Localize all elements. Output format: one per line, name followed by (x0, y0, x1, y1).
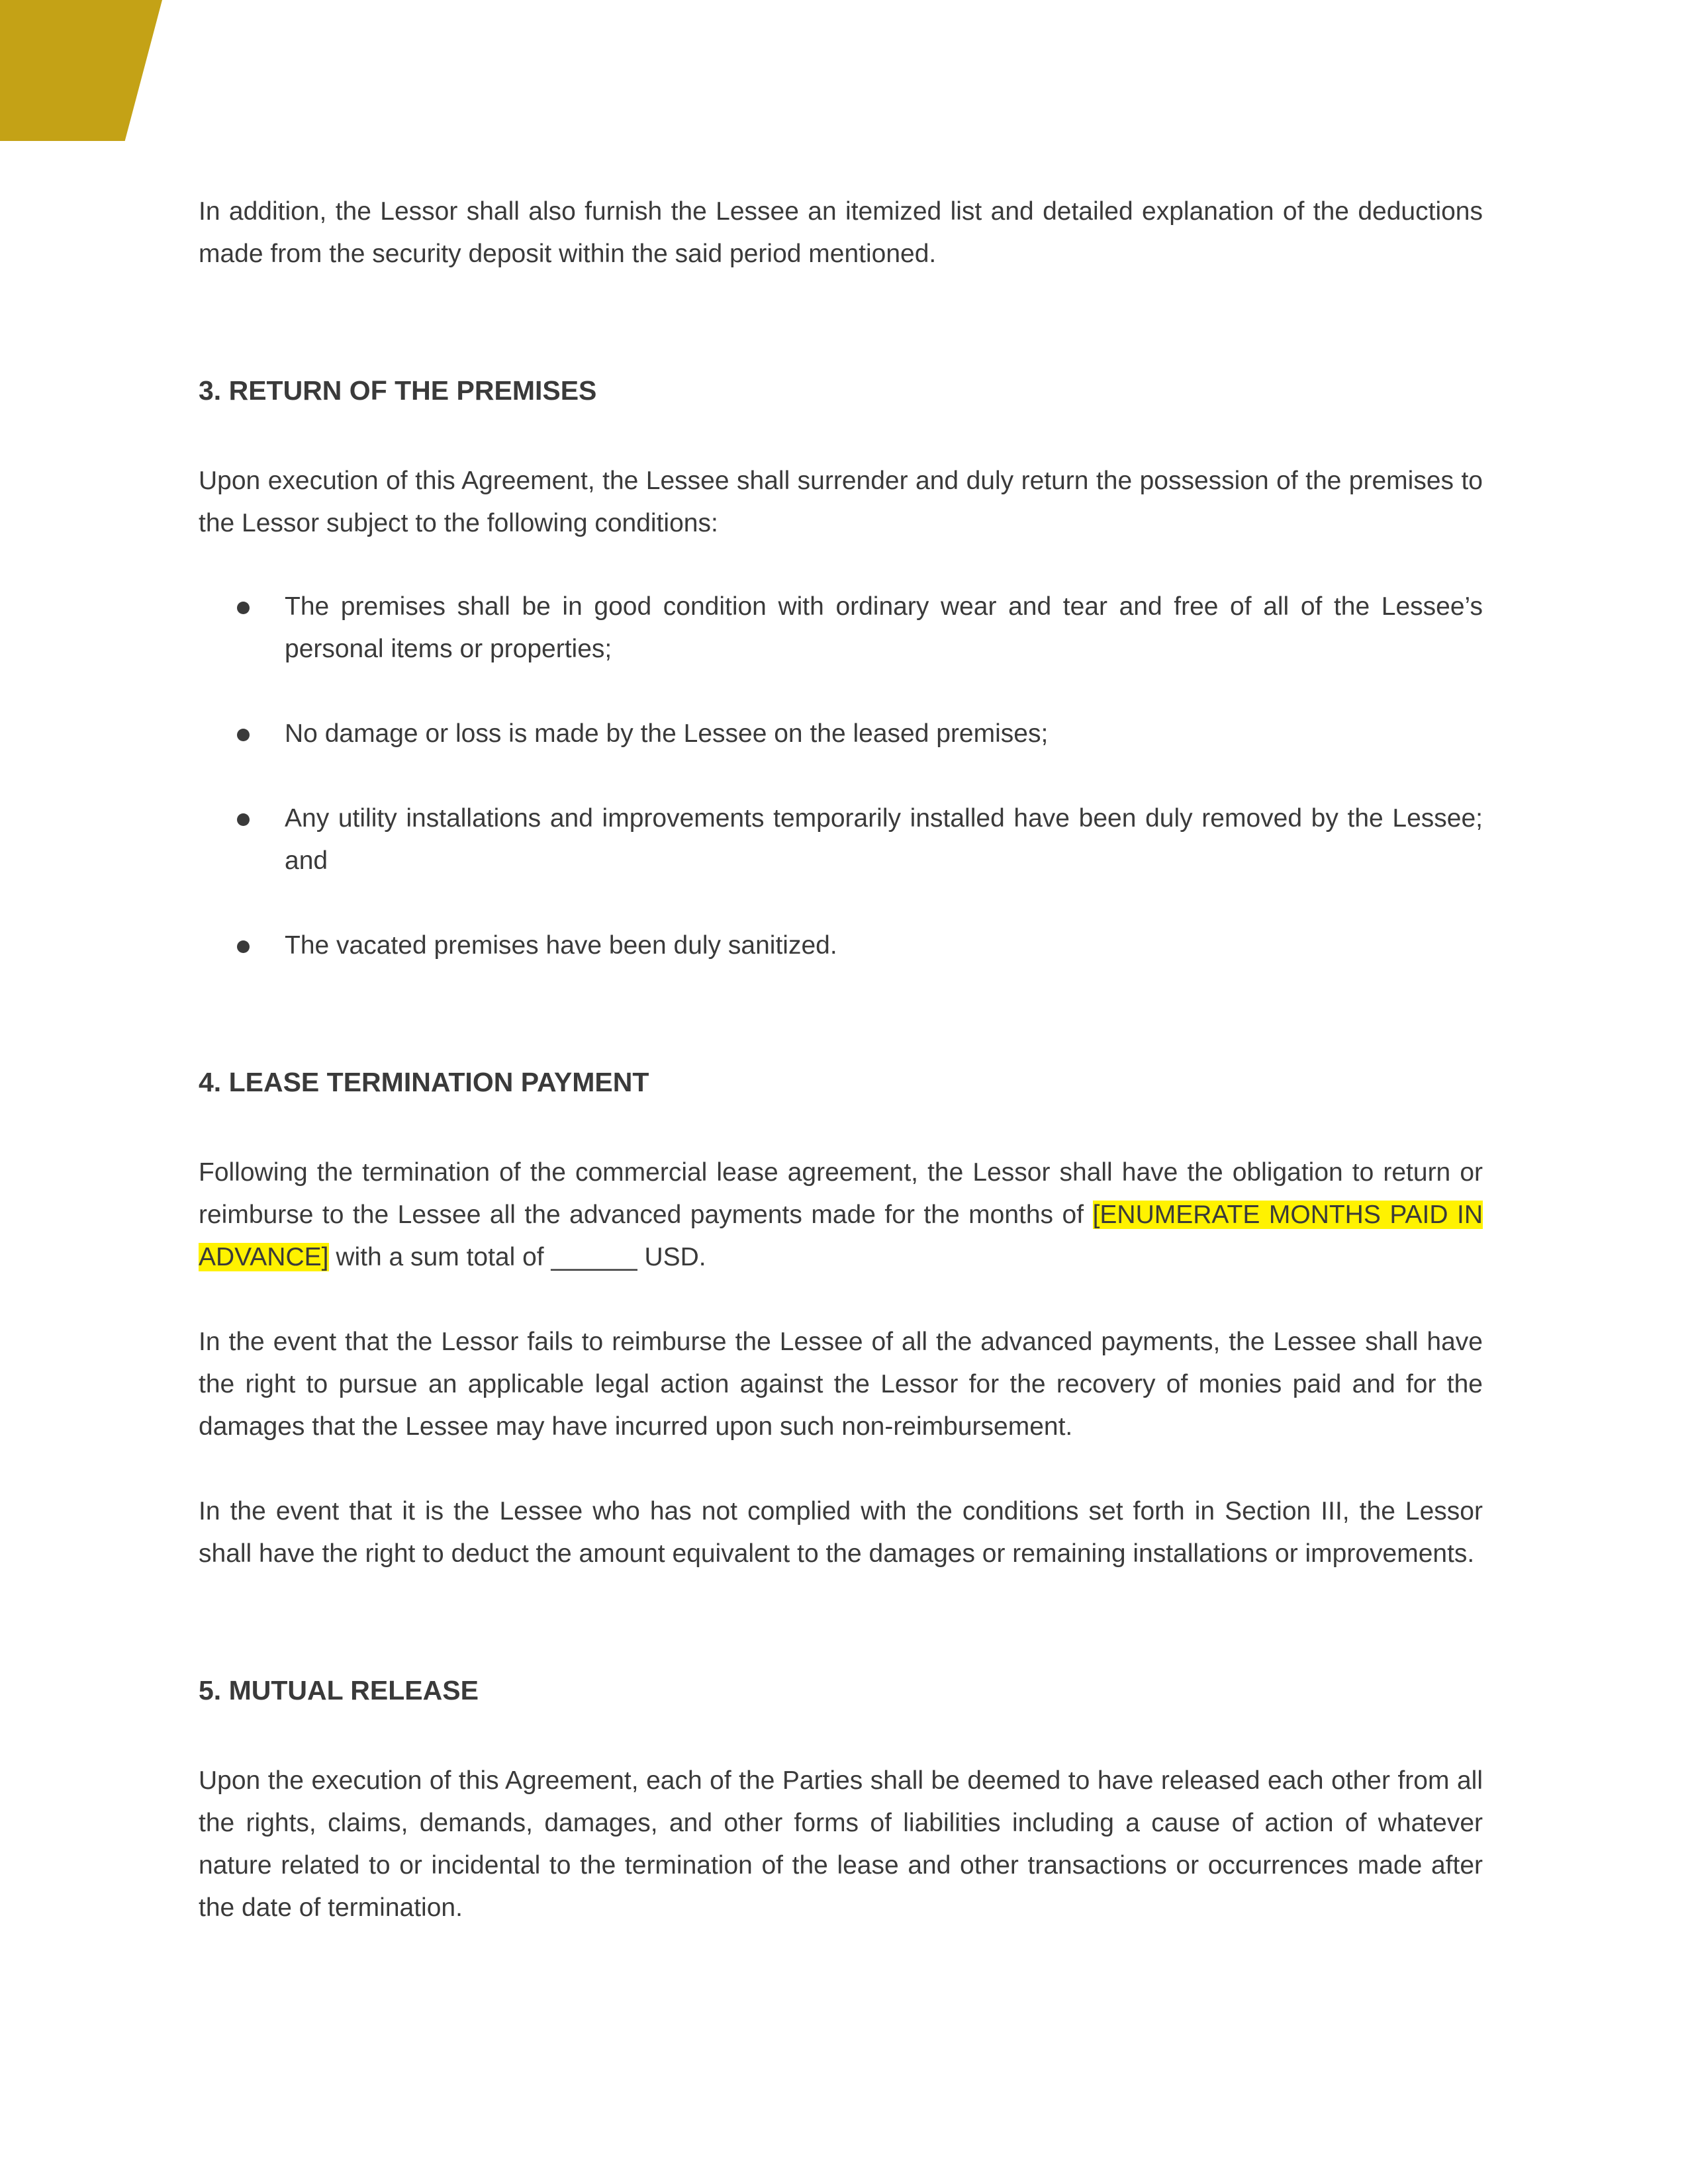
list-item (199, 713, 1483, 755)
list-item-text: No damage or loss is made by the Lessee on the leased premises; (285, 719, 1049, 748)
corner-decoration (0, 0, 162, 141)
bullet-icon (237, 729, 250, 741)
section-4-paragraph-3: In the event that it is the Lessee who has not complied with the conditions set forth in Section III, the Lessor shall have the right to deduct the amount equivalent to the damages or remaining installations or improvements. (199, 1497, 1483, 1568)
months-placeholder-highlight: [ENUMERATE MONTHS PAID IN ADVANCE] (199, 1201, 1483, 1271)
bullet-icon (237, 813, 250, 826)
list-item-text: The vacated premises have been duly sanitized. (285, 931, 837, 960)
list-item (199, 925, 1483, 967)
section-4-heading: 4. LEASE TERMINATION PAYMENT (199, 1067, 649, 1097)
bullet-icon (237, 602, 250, 614)
document-body (199, 191, 1483, 1929)
bullet-icon (237, 940, 250, 953)
section-4-p1-text-after: with a sum total of ______ USD. (328, 1243, 706, 1271)
section-5-paragraph: Upon the execution of this Agreement, each of the Parties shall be deemed to have released each other from all the rights, claims, demands, damages, and other forms of liabilities including a cause of action of whatever nature related to or incidental to the termination of the lease and other transactions or occurrences made after the date of termination. (199, 1766, 1483, 1922)
section-5-heading: 5. MUTUAL RELEASE (199, 1675, 479, 1706)
list-item-text: The premises shall be in good condition with ordinary wear and tear and free of all of the Lessee’s personal items or properties; (285, 592, 1483, 663)
list-item (199, 586, 1483, 670)
intro-paragraph: In addition, the Lessor shall also furnish the Lessee an itemized list and detailed explanation of the deductions made from the security deposit within the said period mentioned. (199, 197, 1483, 268)
section-3-heading: 3. RETURN OF THE PREMISES (199, 375, 597, 406)
section-4-paragraph-1 (199, 1152, 1483, 1279)
section-3-paragraph: Upon execution of this Agreement, the Lessee shall surrender and duly return the possession of the premises to the Lessor subject to the following conditions: (199, 467, 1483, 537)
list-item-text: Any utility installations and improvements temporarily installed have been duly removed by the Lessee; and (285, 804, 1483, 875)
list-item (199, 797, 1483, 882)
conditions-list (199, 586, 1483, 967)
section-4-paragraph-2: In the event that the Lessor fails to reimburse the Lessee of all the advanced payments, the Lessee shall have the right to pursue an applicable legal action against the Lessor for the recovery of monies paid and for the damages that the Lessee may have incurred upon such non-reimbursement. (199, 1328, 1483, 1441)
section-4-p1-text-before: Following the termination of the commercial lease agreement, the Lessor shall have the obligation to return or reimburse to the Lessee all the advanced payments made for the months of (199, 1158, 1483, 1229)
